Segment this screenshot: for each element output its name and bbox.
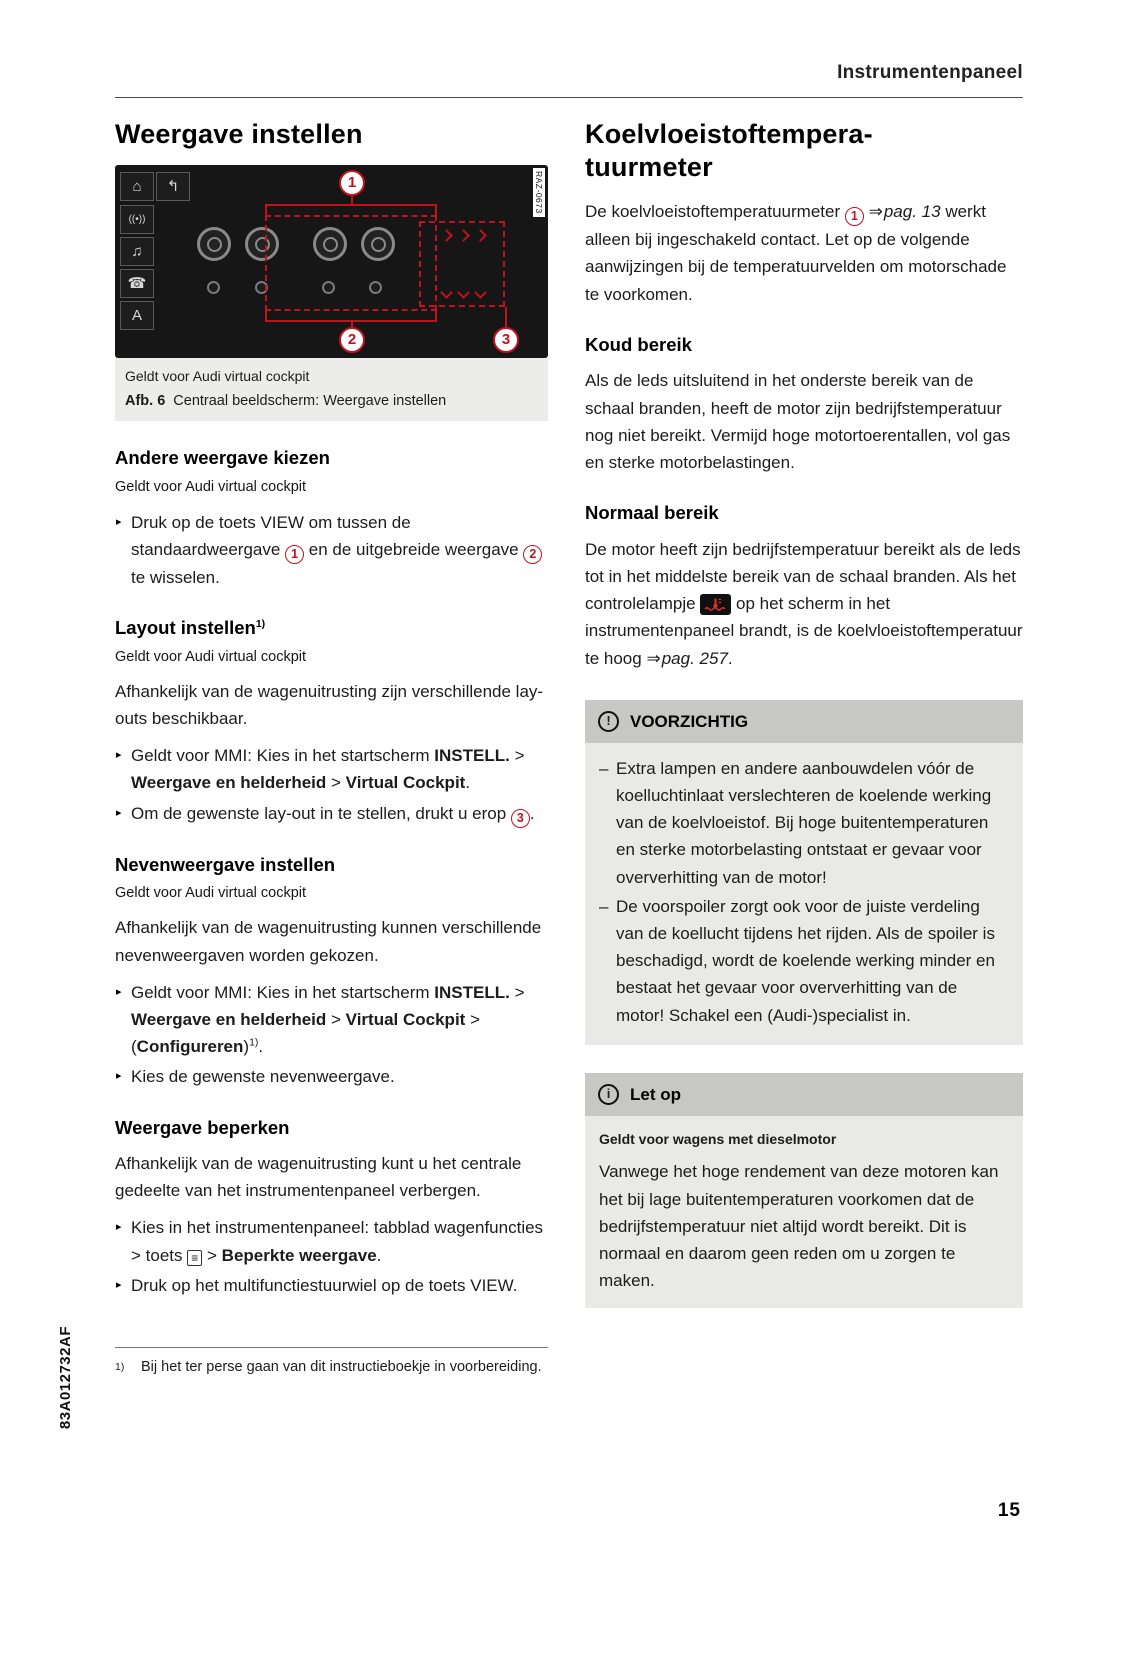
caution-body (585, 743, 1023, 1045)
info-icon (598, 1084, 619, 1105)
punct: . (465, 773, 471, 793)
nav-letter-icon (120, 301, 154, 330)
footnote-marker: 1) (249, 1036, 259, 1049)
figure-callout-1 (339, 170, 365, 196)
callout-number: 3 (501, 331, 511, 349)
text-run: De motor heeft zijn bedrijfstemperatuur bereikt als de leds tot in het middelste bereik van de schaal branden. Als het controlelampje (585, 539, 1021, 614)
figure-central-display (115, 165, 548, 358)
figure-caption (115, 358, 548, 421)
left-column (115, 116, 548, 1378)
figure-caption-line (125, 390, 538, 413)
home-glyph: ⌂ (132, 177, 142, 195)
bullet-item (116, 742, 548, 796)
note-box (585, 1073, 1023, 1309)
punct: . (376, 1245, 382, 1265)
bullet-icon: ▸ (116, 749, 122, 762)
callout-number: 2 (347, 331, 357, 349)
antenna-icon (120, 205, 154, 234)
bullet-item (116, 1214, 548, 1268)
bullet-text: Kies de gewenste nevenweergave. (131, 1067, 395, 1087)
paragraph: Afhankelijk van de wagenuitrusting kunnen verschillende nevenweergaven worden gekozen. (115, 918, 542, 965)
bullet-list (115, 509, 548, 591)
path-separator: > (470, 1009, 480, 1029)
footnote-marker: 1) (255, 617, 266, 630)
applies-note: Geldt voor Audi virtual cockpit (115, 478, 307, 495)
bullet-icon: ▸ (116, 1070, 122, 1083)
callout-region-a (265, 215, 437, 311)
paragraph (585, 536, 1023, 672)
page-reference (869, 202, 941, 221)
caution-item-text: De voorspoiler zorgt ook voor de juiste verdeling van de koellucht tijdens het rijden. Als de spoiler is beschadigd, wordt de koelende werking minder en bestaat het gevaar voor oververhitting van de motor! Schakel een (Audi-)specialist in. (616, 896, 995, 1025)
bullet-icon: ▸ (116, 1221, 122, 1234)
callout-line (435, 204, 437, 221)
punct: ) (243, 1037, 250, 1057)
right-column (585, 116, 1023, 1378)
figure-caption-text: Centraal beeldscherm: Weergave instellen (173, 392, 447, 409)
back-icon (156, 172, 190, 201)
caution-item (599, 893, 1009, 1029)
heading-koud-bereik (585, 330, 1023, 360)
paragraph: Als de leds uitsluitend in het onderste bereik van de schaal branden, heeft de motor zijn bedrijfstemperatuur nog niet bereikt. Vermijd hoge motortoerentallen, vol gas en sterke motorbelastingen. (585, 371, 1011, 472)
page-reference (646, 649, 732, 668)
phone-glyph: ☎ (127, 274, 147, 292)
bullet-icon: ▸ (116, 515, 122, 528)
section-title-line1: Koelvloeistoftempera- (585, 119, 873, 150)
figure-callout-2 (339, 327, 365, 353)
callout-line (435, 307, 437, 320)
caution-icon (598, 711, 619, 732)
ref-page: pag. 13 (883, 202, 941, 222)
menu-path-group (131, 1037, 263, 1056)
footnote-marker: 1) (115, 1361, 125, 1374)
heading-text: Nevenweergave instellen (115, 853, 336, 875)
heading-normaal-bereik (585, 498, 1023, 528)
section-title-text: Weergave instellen (115, 119, 363, 150)
path-separator: > (514, 746, 525, 766)
heading-layout-instellen (115, 613, 548, 643)
note-applies: Geldt voor wagens met dieselmotor (599, 1130, 837, 1147)
page-number: 15 (997, 1500, 1021, 1521)
bullet-icon: ▸ (116, 806, 122, 819)
bullet-text: Druk op het multifunctiestuurwiel op de toets VIEW. (131, 1275, 518, 1295)
note-title: Let op (630, 1084, 681, 1104)
caution-item (599, 755, 1009, 891)
image-code-label: RAZ-0673 (533, 168, 546, 217)
content-columns (115, 116, 1023, 1378)
callout-ref-1: 1 (845, 207, 864, 226)
ref-page: pag. 257 (661, 648, 728, 668)
text-run: Om de gewenste lay-out in te stellen, drukt u erop (131, 803, 507, 823)
bullet-text (131, 1214, 548, 1268)
heading-text: Normaal bereik (585, 502, 719, 524)
back-glyph: ↰ (166, 177, 180, 195)
heading-andere-weergave (115, 443, 548, 473)
dash-icon: – (599, 758, 609, 778)
home-icon (120, 172, 154, 201)
applies-note: Geldt voor Audi virtual cockpit (115, 648, 307, 665)
punct: ( (131, 1037, 137, 1057)
section-title-line2: tuurmeter (585, 152, 713, 183)
text-run: te wisselen. (131, 567, 220, 587)
text-run: Geldt voor MMI: Kies in het startscherm (131, 982, 430, 1002)
bullet-icon: ▸ (116, 985, 122, 998)
text-run: Kies in het instrumentenpaneel: tabblad wagenfuncties > toets (131, 1218, 544, 1265)
path-separator: > (331, 773, 341, 793)
punct: . (529, 803, 535, 823)
menu-path-item: Beperkte weergave (221, 1245, 377, 1265)
dash-icon: – (599, 896, 609, 916)
bullet-text (131, 800, 548, 828)
caution-glyph: ! (606, 712, 611, 728)
bullet-item (116, 800, 548, 828)
heading-text: Weergave beperken (115, 1116, 290, 1138)
callout-ref-3: 3 (511, 809, 530, 828)
callout-line (265, 204, 267, 215)
caution-header (585, 700, 1023, 743)
heading-text: Andere weergave kiezen (115, 446, 330, 468)
caution-item-text: Extra lampen en andere aanbouwdelen vóór de koelluchtinlaat verslechteren de koelende werking van de koelvloeistof. Bij hoge buitentemperaturen en sterke motorbelasting ontstaat er gevaar voor oververhitting van de motor! (616, 758, 992, 887)
document-code: 83A012732AF (57, 1326, 74, 1430)
ref-arrow-icon: ⇒ (646, 648, 661, 668)
section-title-weergave (115, 118, 548, 151)
knob-inner (207, 237, 222, 252)
bullet-item (116, 979, 548, 1061)
ref-arrow-icon: ⇒ (868, 202, 883, 222)
caution-title: VOORZICHTIG (630, 711, 749, 731)
path-separator: > (207, 1245, 217, 1265)
heading-text: Layout instellen (115, 617, 256, 639)
callout-ref-2: 2 (523, 545, 542, 564)
bullet-item (116, 1063, 548, 1090)
footnote-text: Bij het ter perse gaan van dit instructieboekje in voorbereiding. (141, 1359, 542, 1376)
nav-letter-glyph: A (131, 306, 142, 324)
menu-path-item: Virtual Cockpit (345, 773, 466, 793)
menu-path-item: Weergave en helderheid (131, 773, 327, 793)
callout-line (351, 196, 353, 204)
antenna-glyph: ((•)) (128, 213, 146, 225)
bullet-list (115, 742, 548, 827)
bullet-text (131, 742, 548, 796)
bullet-item (116, 509, 548, 591)
note-header (585, 1073, 1023, 1116)
caution-box (585, 700, 1023, 1045)
menu-list-icon: ≡ (187, 1250, 202, 1266)
callout-line (265, 204, 437, 206)
chapter-title: Instrumentenpaneel (837, 62, 1023, 83)
callout-ref-1: 1 (285, 545, 304, 564)
paragraph: Afhankelijk van de wagenuitrusting zijn verschillende lay-outs beschikbaar. (115, 681, 544, 729)
menu-path-item: Virtual Cockpit (345, 1009, 466, 1029)
media-glyph: ♫ (131, 242, 143, 260)
text-run: De koelvloeistoftemperatuurmeter (585, 202, 841, 222)
text-run: Geldt voor MMI: Kies in het startscherm (131, 746, 430, 766)
menu-path-item: INSTELL. (434, 746, 510, 766)
text-run: Druk op de toets VIEW om tussen de standaardweergave (131, 512, 411, 559)
paragraph: Afhankelijk van de wagenuitrusting kunt u het centrale gedeelte van het instrumentenpaneel verbergen. (115, 1154, 522, 1201)
menu-path-item: Configureren (136, 1037, 244, 1057)
heading-text: Koud bereik (585, 333, 692, 355)
info-glyph: i (606, 1085, 611, 1101)
text-run: op het scherm in het instrumentenpaneel brandt, is de koelvloeistoftemperatuur te hoog (585, 594, 1023, 668)
applies-note: Geldt voor Audi virtual cockpit (115, 885, 307, 902)
bullet-item (116, 1272, 548, 1299)
figure-caption-note: Geldt voor Audi virtual cockpit (125, 368, 310, 385)
bullet-list (115, 1214, 548, 1299)
page-header (115, 58, 1023, 98)
heading-weergave-beperken (115, 1113, 548, 1143)
intro-paragraph (585, 198, 1023, 308)
figure-number: Afb. 6 (125, 392, 166, 409)
menu-path-item: INSTELL. (434, 982, 510, 1002)
callout-line (265, 311, 267, 320)
figure-callout-3 (493, 327, 519, 353)
bullet-text (131, 979, 548, 1061)
climate-knob (197, 227, 231, 261)
callout-number: 1 (347, 174, 357, 192)
callout-region-b (419, 221, 505, 307)
bullet-list (115, 979, 548, 1091)
section-title-koelvloeistof (585, 118, 1023, 184)
climate-button (207, 281, 220, 294)
bullet-icon: ▸ (116, 1278, 122, 1291)
path-separator: > (514, 982, 525, 1002)
callout-line (505, 307, 507, 327)
punct: . (727, 648, 733, 668)
footnote (115, 1347, 548, 1379)
note-text: Vanwege het hoge rendement van deze motoren kan het bij lage buitentemperaturen voorkomen dat de bedrijfstemperatuur niet altijd wordt bereikt. Dit is normaal en daarom geen reden om u zorgen te maken. (599, 1162, 999, 1291)
punct: . (258, 1037, 264, 1057)
coolant-warning-icon (700, 594, 731, 615)
text-run: en de uitgebreide weergave (308, 539, 519, 559)
phone-icon (120, 269, 154, 298)
path-separator: > (331, 1009, 341, 1029)
note-body (585, 1116, 1023, 1308)
menu-path-item: Weergave en helderheid (131, 1009, 327, 1029)
heading-nevenweergave (115, 850, 548, 880)
media-icon (120, 237, 154, 266)
bullet-text (131, 509, 548, 591)
text-run: werkt alleen bij ingeschakeld contact. Let op de volgende aanwijzingen bij de temperatuurvelden om motorschade te voorkomen. (585, 202, 1007, 304)
